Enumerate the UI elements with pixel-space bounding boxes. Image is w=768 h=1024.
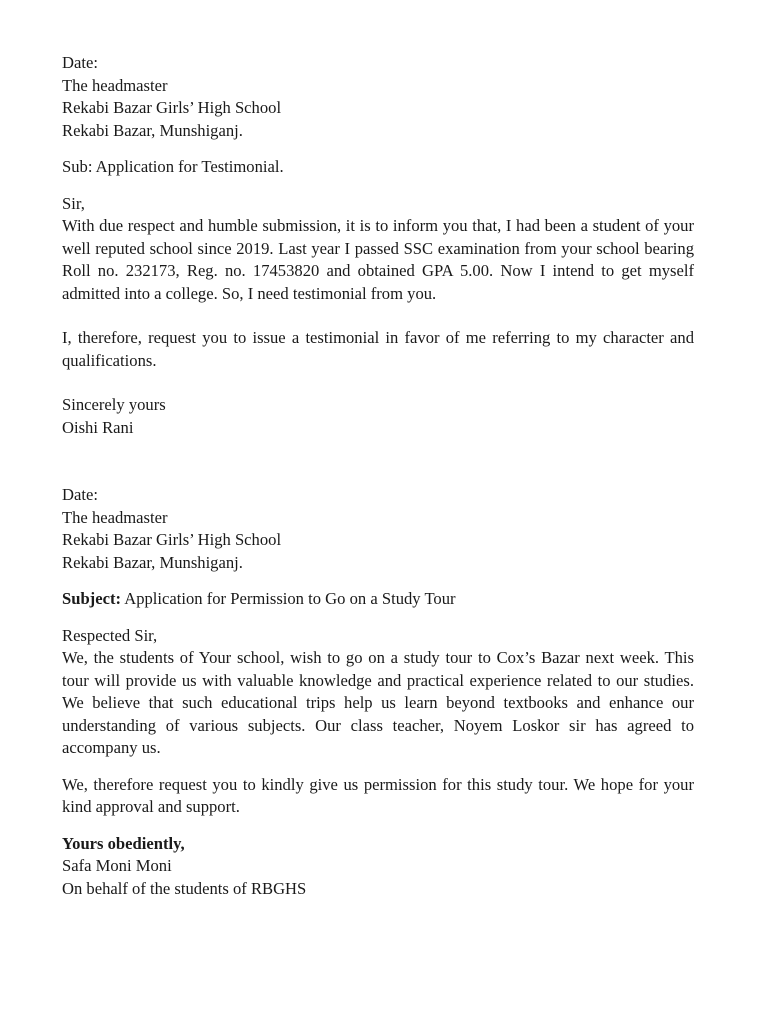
body-paragraph: I, therefore, request you to issue a testimonial in favor of me referring to my character and qualifications. [62, 328, 694, 370]
date-label: Date: [62, 53, 98, 72]
letter-study-tour [62, 484, 694, 900]
body-paragraph: We, the students of Your school, wish to go on a study tour to Cox’s Bazar next week. This tour will provide us with valuable knowledge and practical experience related to our studies. We believe that such educational trips help us learn beyond textbooks and enhance our understanding of various subjects. Our class teacher, Noyem Loskor sir has agreed to accompany us. [62, 648, 694, 757]
behalf-line: On behalf of the students of RBGHS [62, 878, 307, 898]
recipient-title: The headmaster [62, 507, 168, 527]
letter-testimonial [62, 52, 694, 439]
recipient-school: Rekabi Bazar Girls’ High School [62, 530, 282, 549]
recipient-title: The headmaster [62, 75, 168, 95]
closing: Sincerely yours [62, 395, 166, 414]
subject-label: Subject: [62, 589, 121, 608]
recipient-address: Rekabi Bazar, Munshiganj. [62, 120, 243, 140]
salutation: Sir, [62, 193, 85, 213]
recipient-school: Rekabi Bazar Girls’ High School [62, 98, 282, 117]
subject-line [62, 588, 694, 611]
document-page [62, 52, 694, 900]
closing: Yours obediently, [62, 833, 185, 853]
body-paragraph: We, therefore request you to kindly give us permission for this study tour. We hope for your kind approval and support. [62, 774, 694, 816]
signature: Safa Moni Moni [62, 856, 172, 875]
body-paragraph: With due respect and humble submission, it is to inform you that, I had been a student of your well reputed school since 2019. Last year I passed SSC examination from your school bearing Roll no. 232173, Reg. no. 17453820 and obtained GPA 5.00. Now I intend to get myself admitted into a college. So, I need testimonial from you. [62, 216, 694, 303]
subject-text: Application for Permission to Go on a Study Tour [121, 589, 456, 608]
salutation: Respected Sir, [62, 625, 158, 645]
recipient-address: Rekabi Bazar, Munshiganj. [62, 552, 243, 572]
date-label: Date: [62, 485, 98, 504]
signature: Oishi Rani [62, 417, 134, 437]
subject-line: Sub: Application for Testimonial. [62, 157, 284, 176]
